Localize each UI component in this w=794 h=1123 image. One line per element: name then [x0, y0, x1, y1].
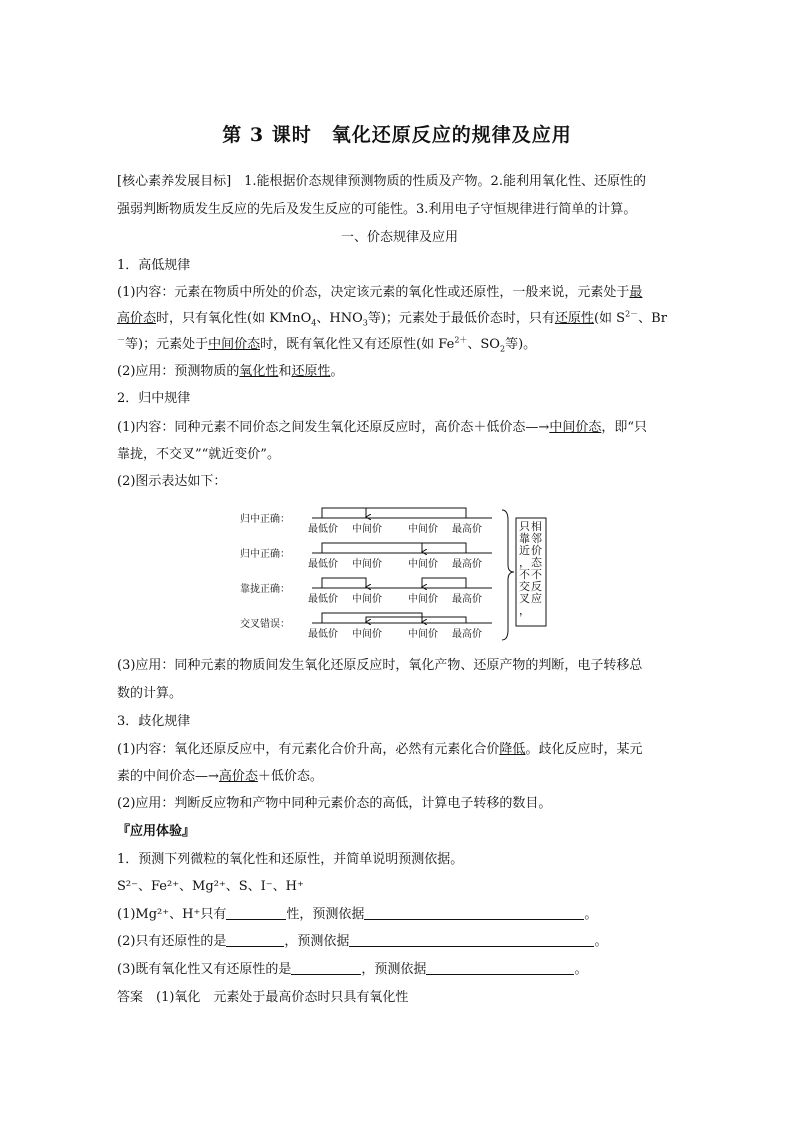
answer-blank[interactable]	[226, 932, 284, 947]
reaction-connector	[322, 578, 366, 588]
note-column-left: 交	[519, 580, 530, 593]
answer-blank[interactable]	[426, 960, 574, 975]
section-heading-valence-rules: 一、价态规律及应用	[340, 230, 458, 245]
valence-tick-label: 最高价	[452, 524, 482, 535]
valence-diagram	[240, 500, 550, 650]
rule2-application-line-1: (3)应用：同种元素的物质间发生氧化还原反应时，氧化产物、还原产物的判断，电子转移总	[117, 658, 643, 673]
answer-blank[interactable]	[349, 932, 594, 947]
reaction-connector	[322, 613, 422, 623]
note-column-right: 邻	[531, 532, 542, 545]
valence-tick-label: 中间价	[352, 594, 382, 605]
rule2-line-2: 靠拢，不交叉”“就近变价”。	[117, 447, 280, 462]
diagram-row-label: 归中正确：	[240, 549, 290, 560]
valence-tick-label: 最低价	[308, 629, 338, 640]
valence-tick-label: 最低价	[308, 524, 338, 535]
reaction-connector	[322, 508, 466, 518]
underlined-term: 降低	[499, 742, 526, 757]
note-column-left: 只	[519, 520, 530, 533]
practice-heading: 『应用体验』	[117, 824, 196, 839]
note-column-right: 反	[531, 580, 542, 593]
valence-tick-label: 中间价	[352, 629, 382, 640]
note-column-left: 不	[519, 568, 530, 581]
rule3-line-2: 素的中间价态—→高价态＋低价态。	[117, 769, 323, 784]
core-goals-line-1: [核心素养发展目标] 1.能根据价态规律预测物质的性质及产物。2.能利用氧化性、还原性的	[117, 174, 646, 189]
practice-item-2: (2)只有还原性的是 ，预测依据 。	[117, 934, 608, 949]
underlined-term: 最	[629, 285, 643, 300]
diagram-row-label: 靠拢正确：	[240, 584, 290, 595]
note-column-left: ，	[519, 556, 530, 569]
rule3-line-1: (1)内容：氧化还原反应中，有元素化合价升高，必然有元素化合价降低。歧化反应时，某元	[117, 742, 643, 757]
valence-tick-label: 中间价	[408, 559, 438, 570]
diagram-row-label: 归中正确：	[240, 514, 290, 525]
valence-tick-label: 最高价	[452, 559, 482, 570]
reaction-connector	[366, 617, 466, 623]
note-column-right: 不	[531, 568, 542, 581]
rule2-line-3: (2)图示表达如下：	[117, 474, 227, 489]
note-column-right: 相	[531, 520, 542, 533]
note-column-right: 应	[531, 592, 542, 605]
note-column-left: 叉	[519, 592, 530, 605]
rule2-heading: 2．归中规律	[117, 391, 191, 406]
note-column-left: 近	[519, 544, 530, 557]
note-column-left: ，	[519, 604, 530, 617]
reaction-connector	[322, 543, 466, 553]
practice-item-1: (1)Mg²⁺、H⁺只有 性，预测依据 。	[117, 907, 598, 922]
valence-tick-label: 最高价	[452, 629, 482, 640]
rule1-line-1: (1)内容：元素在物质中所处的价态，决定该元素的氧化性或还原性，一般来说，元素处于最	[117, 285, 643, 300]
note-column-left: 靠	[519, 532, 530, 545]
valence-tick-label: 最高价	[452, 594, 482, 605]
rule1-line-2: 高价态时，只有氧化性(如 KMnO$_4$、$HNO_3$等)；元素处于最低价态时，只有还原性(如 $S^{2-}$、Br	[117, 309, 667, 328]
underlined-term: 氧化性	[239, 364, 279, 379]
rule2-line-1: (1)内容：同种元素不同价态之间发生氧化还原反应时，高价态＋低价态—→中间价态，即“只	[117, 420, 647, 435]
valence-tick-label: 中间价	[352, 524, 382, 535]
answer-blank[interactable]	[291, 960, 361, 975]
underlined-term: 中间价态	[208, 337, 261, 352]
page-title: 第 3 课时 氧化还原反应的规律及应用	[222, 124, 572, 146]
diagram-row-label: 交叉错误：	[240, 619, 290, 630]
note-column-right: 价	[531, 544, 542, 557]
rule1-heading: 1．高低规律	[117, 258, 191, 273]
rule1-line-4: (2)应用：预测物质的氧化性和还原性。	[117, 364, 344, 379]
rule1-line-3: －等)；元素处于中间价态时，既有氧化性又有还原性(如 $Fe^{2+}$、$SO_2$等)。	[117, 335, 537, 354]
answer-blank[interactable]	[364, 905, 584, 920]
rule3-line-3: (2)应用：判断反应物和产物中同种元素价态的高低，计算电子转移的数目。	[117, 796, 552, 811]
valence-tick-label: 中间价	[352, 559, 382, 570]
rule3-heading: 3．歧化规律	[117, 714, 191, 729]
underlined-term: 还原性	[554, 311, 594, 326]
underlined-term: 中间价态	[549, 420, 602, 435]
rule2-application-line-2: 数的计算。	[117, 686, 183, 701]
underlined-term: 高价态	[117, 311, 157, 326]
valence-tick-label: 最低价	[308, 559, 338, 570]
reaction-connector	[422, 578, 466, 588]
valence-tick-label: 中间价	[408, 629, 438, 640]
practice-item-3: (3)既有氧化性又有还原性的是 ，预测依据 。	[117, 962, 588, 977]
underlined-term: 还原性	[291, 364, 331, 379]
note-column-right: 态	[531, 556, 542, 569]
practice-species: S²⁻、Fe²⁺、Mg²⁺、S、I⁻、H⁺	[117, 879, 304, 894]
practice-question-1: 1．预测下列微粒的氧化性和还原性，并简单说明预测依据。	[117, 852, 464, 867]
core-goals-line-2: 强弱判断物质发生反应的先后及发生反应的可能性。3.利用电子守恒规律进行简单的计算。	[117, 202, 637, 217]
valence-tick-label: 中间价	[408, 594, 438, 605]
valence-tick-label: 最低价	[308, 594, 338, 605]
answer-blank[interactable]	[226, 905, 286, 920]
underlined-term: 高价态	[218, 769, 258, 784]
valence-tick-label: 中间价	[408, 524, 438, 535]
answer-line: 答案 (1)氧化 元素处于最高价态时只具有氧化性	[117, 990, 409, 1005]
right-brace	[502, 510, 514, 640]
